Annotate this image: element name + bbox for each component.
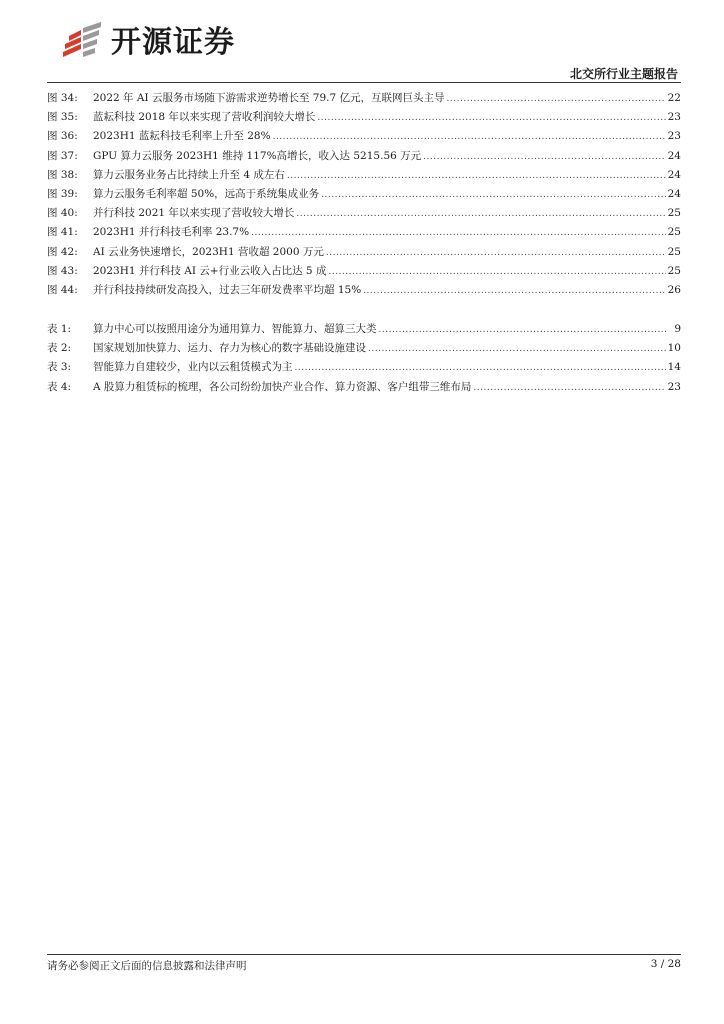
toc-dot-leader [368, 340, 666, 359]
toc-entry-page: 22 [667, 92, 681, 104]
toc-dot-leader [473, 379, 665, 398]
toc-entry-label: 图 44: [47, 283, 78, 296]
toc-entry-label: 图 40: [47, 207, 78, 220]
toc-entry-page: 25 [667, 226, 681, 239]
toc-dot-leader [326, 244, 666, 263]
toc-figure-row[interactable] [47, 147, 681, 166]
toc-entry-title: 并行科技 2021 年以来实现了营收较大增长 [93, 207, 295, 220]
figure-index [47, 89, 681, 300]
toc-dot-leader [379, 321, 668, 340]
toc-entry-title: 蓝耘科技 2018 年以来实现了营收利润较大增长 [93, 111, 316, 124]
toc-entry-title: A 股算力租赁标的梳理，各公司纷纷加快产业合作、算力资源、客户组带三维布局 [93, 380, 472, 393]
toc-entry-label: 表 3: [47, 361, 72, 374]
page-header [47, 20, 681, 82]
company-logo [59, 22, 235, 64]
toc-entry-label: 表 2: [47, 342, 72, 355]
logo-text: 开源证券 [111, 25, 235, 60]
toc-entry-page: 23 [667, 380, 681, 393]
toc-figure-row[interactable] [47, 243, 681, 262]
toc-entry-label: 图 39: [47, 187, 78, 200]
toc-entry-page: 23 [667, 130, 681, 143]
toc-figure-row[interactable] [47, 108, 681, 127]
toc-entry-title: 算力云服务毛利率超 50%，远高于系统集成业务 [93, 187, 320, 200]
toc-entry-page: 25 [667, 207, 681, 220]
toc-dot-leader [296, 205, 665, 224]
toc-entry-page: 14 [667, 361, 681, 374]
footer-disclaimer: 请务必参阅正文后面的信息披露和法律声明 [47, 960, 247, 972]
toc-dot-leader [321, 186, 665, 205]
toc-dot-leader [328, 263, 665, 282]
toc-entry-page: 24 [667, 149, 681, 162]
header-divider [47, 82, 681, 83]
toc-table-row[interactable] [47, 320, 681, 339]
toc-entry-page: 24 [667, 168, 681, 181]
toc-entry-label: 表 4: [47, 380, 72, 393]
report-type-label: 北交所行业主题报告 [569, 67, 678, 81]
toc-figure-row[interactable] [47, 281, 681, 300]
toc-figure-row[interactable] [47, 127, 681, 146]
toc-figure-row[interactable] [47, 223, 681, 242]
logo-mark-icon [59, 22, 105, 64]
toc-entry-page: 10 [667, 342, 681, 355]
toc-entry-label: 图 42: [47, 245, 78, 258]
toc-table-row[interactable] [47, 378, 681, 397]
toc-entry-title: 算力中心可以按照用途分为通用算力、智能算力、超算三大类 [93, 323, 377, 335]
toc-entry-label: 图 35: [47, 111, 78, 124]
toc-entry-title: 2023H1 并行科技毛利率 23.7% [93, 226, 250, 239]
toc-entry-page: 9 [674, 323, 681, 335]
toc-dot-leader [363, 282, 665, 301]
footer-divider [47, 954, 681, 955]
toc-dot-leader [447, 90, 666, 109]
toc-dot-leader [273, 128, 666, 147]
toc-dot-leader [317, 109, 665, 128]
toc-entry-page: 24 [667, 187, 681, 200]
toc-entry-title: 2023H1 并行科技 AI 云+行业云收入占比达 5 成 [93, 264, 327, 277]
toc-figure-row[interactable] [47, 185, 681, 204]
toc-entry-title: 智能算力自建较少，业内以云租赁模式为主 [93, 361, 293, 374]
toc-entry-title: 2022 年 AI 云服务市场随下游需求逆势增长至 79.7 亿元，互联网巨头主导 [93, 92, 445, 104]
toc-dot-leader [287, 167, 666, 186]
toc-entry-title: 国家规划加快算力、运力、存力为核心的数字基础设施建设 [93, 342, 366, 355]
toc-entry-title: 2023H1 蓝耘科技毛利率上升至 28% [93, 130, 271, 143]
toc-entry-label: 图 41: [47, 226, 78, 239]
toc-entry-label: 图 38: [47, 168, 78, 181]
toc-entry-page: 26 [667, 283, 681, 296]
toc-dot-leader [251, 224, 666, 243]
toc-entry-label: 图 43: [47, 264, 78, 277]
toc-table-row[interactable] [47, 358, 681, 377]
toc-figure-row[interactable] [47, 89, 681, 108]
toc-entry-page: 25 [667, 245, 681, 258]
toc-entry-label: 图 37: [47, 149, 78, 162]
toc-entry-label: 图 36: [47, 130, 78, 143]
toc-figure-row[interactable] [47, 262, 681, 281]
toc-dot-leader [423, 148, 665, 167]
toc-entry-title: GPU 算力云服务 2023H1 维持 117%高增长，收入达 5215.56 万元 [93, 149, 422, 162]
toc-entry-title: 算力云服务业务占比持续上升至 4 成左右 [93, 168, 285, 181]
toc-entry-page: 25 [667, 264, 681, 277]
table-index [47, 320, 681, 397]
page-number: 3 / 28 [650, 958, 681, 970]
toc-entry-title: 并行科技持续研发高投入，过去三年研发费率平均超 15% [93, 283, 362, 296]
toc-figure-row[interactable] [47, 166, 681, 185]
toc-entry-label: 图 34: [47, 92, 78, 104]
toc-figure-row[interactable] [47, 204, 681, 223]
toc-dot-leader [295, 359, 666, 378]
toc-entry-label: 表 1: [47, 323, 72, 335]
toc-entry-title: AI 云业务快速增长，2023H1 营收超 2000 万元 [93, 245, 324, 258]
toc-entry-page: 23 [667, 111, 681, 124]
toc-table-row[interactable] [47, 339, 681, 358]
